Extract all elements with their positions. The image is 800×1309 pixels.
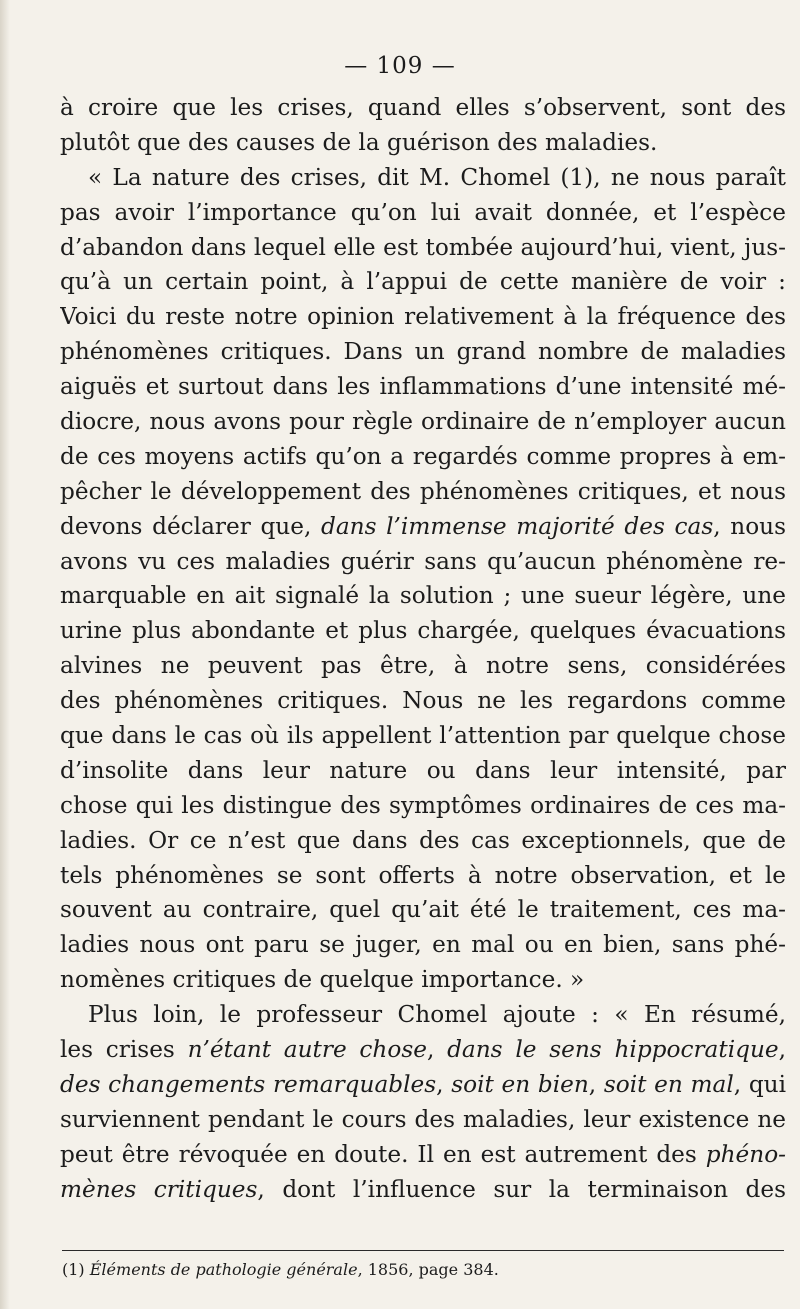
text-run: , nous [713, 512, 786, 540]
text-line [60, 231, 786, 266]
text-line [60, 300, 786, 335]
text-run: devons déclarer que, [60, 512, 321, 540]
text-run: d’abandon dans lequel elle est tombée aujourd’hui, vient, jus- [60, 233, 786, 261]
text-run: phénomènes critiques. Dans un grand nombre de maladies [60, 338, 786, 366]
text-run: souvent au contraire, quel qu’ait été le traitement, ces ma- [60, 896, 786, 924]
text-run: surviennent pendant le cours des maladies, leur existence ne [60, 1105, 786, 1133]
italic-run: mènes critiques [60, 1175, 258, 1203]
text-run: « La nature des crises, dit M. Chomel (1), ne nous paraît [88, 163, 786, 191]
italic-run: dans l’immense majorité des cas [320, 512, 714, 540]
text-line [60, 196, 786, 231]
footnote-title: Éléments de pathologie générale [89, 1260, 358, 1279]
text-run: tels phénomènes se sont offerts à notre observation, et le [60, 861, 786, 889]
text-line [60, 963, 786, 998]
text-run: , [778, 1036, 786, 1064]
text-run: qu’à un certain point, à l’appui de cette manière de voir : [60, 268, 786, 296]
text-run: pêcher le développement des phénomènes critiques, et nous [60, 477, 786, 505]
text-run: , [436, 1070, 452, 1098]
text-run: alvines ne peuvent pas être, à notre sens, considérées [60, 652, 786, 680]
text-line [60, 265, 786, 300]
italic-run: soit en bien [451, 1070, 589, 1098]
footnote-text: (1) [62, 1260, 90, 1279]
footnote [62, 1258, 784, 1282]
italic-run: n’étant autre chose [187, 1036, 427, 1064]
text-run: ladies nous ont paru se juger, en mal ou en bien, sans phé- [60, 931, 786, 959]
text-run: urine plus abondante et plus chargée, quelques évacuations [60, 617, 786, 645]
text-line [60, 928, 786, 963]
italic-run: des changements remarquables [60, 1070, 437, 1098]
scan-edge-shadow [0, 0, 10, 1309]
text-line [60, 1173, 786, 1208]
body-text [60, 91, 786, 1208]
italic-run: soit en mal [603, 1070, 734, 1098]
text-line [60, 1068, 786, 1103]
text-line [60, 719, 786, 754]
text-line [60, 126, 786, 161]
text-run: de ces moyens actifs qu’on a regardés comme propres à em- [60, 442, 786, 470]
text-run: Plus loin, le professeur Chomel ajoute : « En résumé, [88, 1001, 786, 1029]
text-run: chose qui les distingue des symptômes ordinaires de ces ma- [60, 791, 786, 819]
text-line [60, 789, 786, 824]
text-run: , qui [733, 1070, 786, 1098]
text-run: plutôt que des causes de la guérison des maladies. [60, 128, 658, 156]
text-run: pas avoir l’importance qu’on lui avait donnée, et l’espèce [60, 198, 786, 226]
text-line [60, 545, 786, 580]
text-line [60, 754, 786, 789]
text-run: , [426, 1036, 448, 1064]
italic-run: dans le sens hippocratique [447, 1036, 779, 1064]
text-run: , dont l’influence sur la terminaison des [257, 1175, 786, 1203]
text-run: peut être révoquée en doute. Il en est autrement des [60, 1140, 706, 1168]
text-line [60, 1103, 786, 1138]
page-number: — 109 — [344, 53, 456, 79]
text-line [60, 440, 786, 475]
text-line [60, 824, 786, 859]
text-run: ladies. Or ce n’est que dans des cas exceptionnels, que de [60, 826, 786, 854]
text-line [60, 614, 786, 649]
text-line [60, 370, 786, 405]
text-line [60, 649, 786, 684]
text-line [60, 998, 786, 1033]
text-line [60, 1033, 786, 1068]
text-line [60, 579, 786, 614]
text-run: , [588, 1070, 604, 1098]
text-line [60, 405, 786, 440]
text-line [60, 684, 786, 719]
italic-run: phéno- [705, 1140, 786, 1168]
text-line [60, 335, 786, 370]
text-run: Voici du reste notre opinion relativement à la fréquence des [60, 303, 786, 331]
footnote-rule [62, 1250, 784, 1251]
text-run: à croire que les crises, quand elles s’observent, sont des [60, 94, 786, 121]
text-run: que dans le cas où ils appellent l’attention par quelque chose [60, 722, 786, 750]
text-run: les crises [60, 1036, 188, 1064]
text-line [60, 510, 786, 545]
text-run: d’insolite dans leur nature ou dans leur intensité, par [60, 756, 786, 784]
text-run: des phénomènes critiques. Nous ne les regardons comme [60, 687, 786, 715]
text-line [60, 893, 786, 928]
text-run: nomènes critiques de quelque importance. » [60, 966, 585, 994]
text-line [60, 859, 786, 894]
text-line [60, 91, 786, 126]
footnote-text: , 1856, page 384. [357, 1260, 499, 1279]
text-run: marquable en ait signalé la solution ; une sueur légère, une [60, 582, 786, 610]
text-line [60, 475, 786, 510]
text-line [60, 1138, 786, 1173]
text-run: avons vu ces maladies guérir sans qu’aucun phénomène re- [60, 547, 786, 575]
text-run: aiguës et surtout dans les inflammations d’une intensité mé- [60, 373, 786, 401]
text-line [60, 161, 786, 196]
text-run: diocre, nous avons pour règle ordinaire de n’employer aucun [60, 408, 786, 436]
